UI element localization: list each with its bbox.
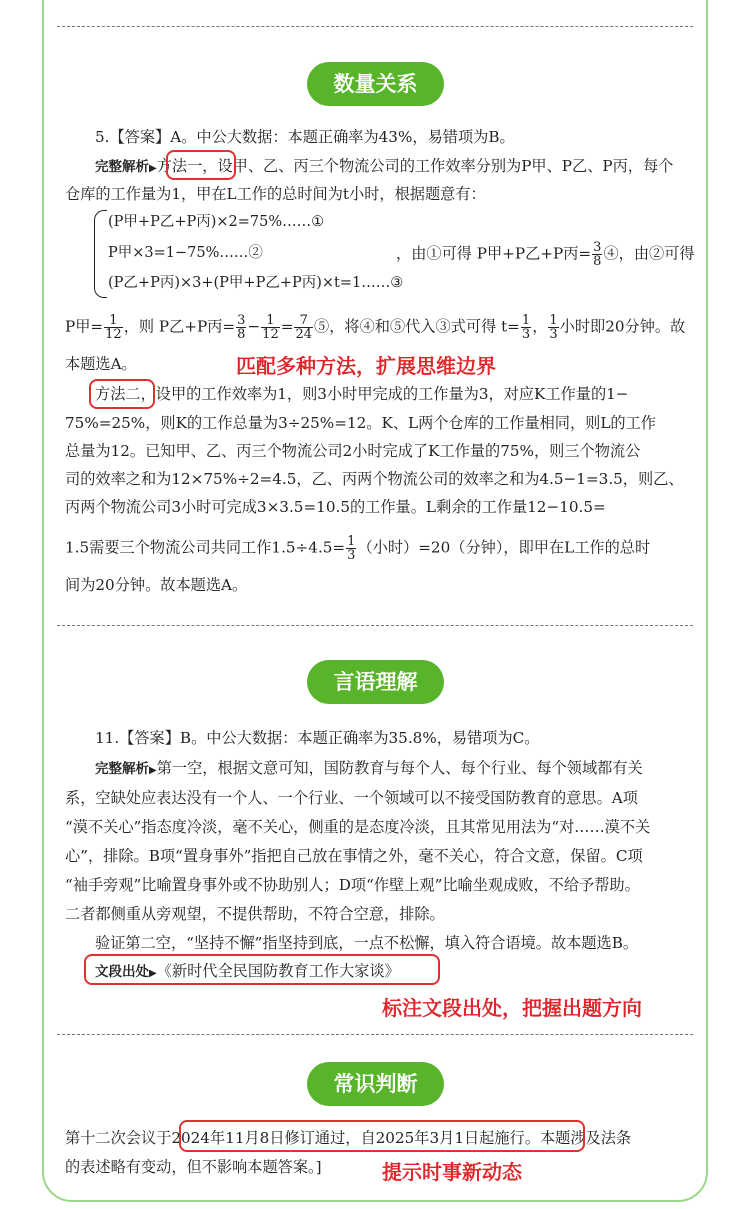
- equation-2: P甲×3=1−75%……②: [108, 245, 263, 261]
- fraction-denominator: 8: [593, 254, 602, 269]
- method-two-line-5: 丙两个物流公司3小时可完成3×3.5=10.5的工作量。L剩余的工作量12−10.5=: [65, 498, 606, 516]
- t: ，: [532, 317, 548, 336]
- eq-side-a: ，由①可得 P甲+P乙+P丙=: [396, 244, 592, 263]
- fraction-denominator: 3: [347, 548, 356, 563]
- equation-3: (P乙+P丙)×3+(P甲+P乙+P丙)×t=1……③: [108, 275, 404, 291]
- fraction: [236, 314, 246, 341]
- source-arrow-icon: ▶: [149, 968, 157, 979]
- q5-method-two-line: [95, 384, 629, 404]
- q11-answer-line: 11.【答案】B。中公大数据：本题正确率为35.8%，易错项为C。: [95, 729, 540, 747]
- eq-side-b: ④，由②可得: [603, 244, 695, 263]
- method-two-line-2: 75%=25%，则K的工作总量为3÷25%=12。K、L两个仓库的工作量相同，则L的工作: [65, 414, 656, 432]
- highlight-box-date: [179, 1120, 585, 1152]
- fraction-denominator: 12: [105, 327, 122, 342]
- source-label: 文段出处: [95, 964, 149, 980]
- q11-analysis-line: [95, 758, 643, 781]
- analysis-label: 完整解析: [95, 159, 149, 175]
- fraction-numerator: 1: [549, 313, 558, 328]
- annotation-news: 提示时事新动态: [382, 1160, 522, 1184]
- fraction: [104, 314, 123, 341]
- fraction-numerator: 1: [347, 534, 356, 549]
- t: ，则 P乙+P丙=: [123, 317, 236, 336]
- q11-line-8: 验证第二空，“坚持不懈”指坚持到底，一点不松懈，填入符合语境。故本题选B。: [95, 934, 639, 952]
- highlighted-date-text: 2024年11月8日修订通过，自2025年3月1日起施行: [171, 1129, 525, 1147]
- q11-line-5: 心”，排除。B项“置身事外”指把自己放在事情之外，毫不关心，符合文意，保留。C项: [65, 847, 643, 865]
- t: =: [280, 317, 294, 336]
- fraction: [521, 314, 531, 341]
- method-two-text: ，设甲的工作效率为1，则3小时甲完成的工作量为3，对应K工作量的1−: [140, 385, 629, 403]
- method-one-label: 方法一: [156, 157, 203, 175]
- q5-result-line: [65, 314, 685, 341]
- fraction-numerator: 1: [261, 314, 280, 328]
- t: ⑤，将④和⑤代入③式可得 t=: [314, 317, 520, 336]
- q11-line-6: “袖手旁观”比喻置身事外或不协助别人；D项“作壁上观”比喻坐观成败，不给予帮助。: [65, 876, 640, 894]
- fraction-numerator: 1: [104, 314, 123, 328]
- equation-side-text: [396, 241, 695, 268]
- q11-line-4: “漠不关心”指态度冷淡，毫不关心，侧重的是态度冷淡，且其常见用法为“对……漠不关: [65, 818, 651, 836]
- method-two-line-4: 司的效率之和为12×75%÷2=4.5，乙、丙两个物流公司的效率之和为4.5−1=3.5，则乙、: [65, 470, 684, 488]
- common-line-2: 的表述略有变动，但不影响本题答案。]: [65, 1158, 322, 1176]
- method-two-line-7: 间为20分钟。故本题选A。: [65, 576, 248, 594]
- divider: [57, 26, 693, 27]
- t: 1.5需要三个物流公司共同工作1.5÷4.5=: [65, 538, 346, 557]
- method-two-label: 方法二: [95, 385, 141, 403]
- source-title: 《新时代全民国防教育工作大家谈》: [156, 962, 400, 980]
- annotation-source: 标注文段出处，把握出题方向: [382, 996, 642, 1020]
- section-title-verbal: 言语理解: [307, 660, 444, 704]
- t: 小时即20分钟。故: [559, 317, 686, 336]
- highlight-box-method-two: [89, 379, 155, 409]
- method-two-line-6: [65, 535, 650, 562]
- section-title-quant: 数量关系: [307, 62, 444, 106]
- q5-analysis-text: ，设甲、乙、丙三个物流公司的工作效率分别为P甲、P乙、P丙，每个: [202, 157, 674, 175]
- q11-line-3: 系，空缺处应表达没有一个人、一个行业、一个领域可以不接受国防教育的意思。A项: [65, 789, 638, 807]
- analysis-arrow-icon: ▶: [149, 765, 157, 776]
- fraction: [346, 535, 356, 562]
- q5-conclusion: 本题选A。: [65, 355, 137, 373]
- q11-line-7: 二者都侧重从旁观望，不提供帮助，不符合空意，排除。: [65, 905, 445, 923]
- fraction-numerator: 7: [294, 314, 313, 328]
- section-title-general: 常识判断: [307, 1062, 444, 1106]
- equation-brace: [94, 210, 107, 298]
- q5-text-line: 仓库的工作量为1，甲在L工作的总时间为t小时，根据题意有：: [65, 185, 486, 203]
- fraction-denominator: 8: [237, 327, 246, 342]
- highlight-box-source: [84, 954, 440, 985]
- t: −: [247, 317, 261, 336]
- fraction: [294, 314, 313, 341]
- content-frame: [42, 0, 708, 1202]
- fraction-numerator: 3: [593, 240, 602, 255]
- fraction-denominator: 3: [549, 327, 558, 342]
- t: P甲=: [65, 317, 104, 336]
- analysis-label: 完整解析: [95, 761, 149, 777]
- q11-analysis-text: 第一空，根据文意可知，国防教育与每个人、每个行业、每个领域都有关: [156, 759, 643, 777]
- t: 。本题涉及法条: [524, 1129, 632, 1147]
- fraction: [548, 314, 558, 341]
- analysis-arrow-icon: ▶: [149, 163, 157, 174]
- q5-answer-line: 5.【答案】A。中公大数据：本题正确率为43%，易错项为B。: [95, 128, 515, 146]
- t: 第十二次会议于: [65, 1129, 172, 1147]
- fraction-numerator: 3: [237, 313, 246, 328]
- fraction-denominator: 24: [295, 327, 312, 342]
- fraction-denominator: 12: [262, 327, 279, 342]
- equation-1: (P甲+P乙+P丙)×2=75%……①: [108, 214, 325, 230]
- annotation-methods: 匹配多种方法，扩展思维边界: [236, 354, 496, 378]
- divider: [57, 625, 693, 626]
- fraction: [592, 241, 602, 268]
- t: （小时）=20（分钟），即甲在L工作的总时: [357, 538, 651, 557]
- method-two-line-3: 总量为12。已知甲、乙、丙三个物流公司2小时完成了K工作量的75%，则三个物流公: [65, 442, 641, 460]
- fraction: [261, 314, 280, 341]
- fraction-numerator: 1: [521, 313, 531, 328]
- divider: [57, 1034, 693, 1035]
- highlight-box-method-one: [166, 150, 236, 180]
- fraction-denominator: 3: [521, 327, 531, 342]
